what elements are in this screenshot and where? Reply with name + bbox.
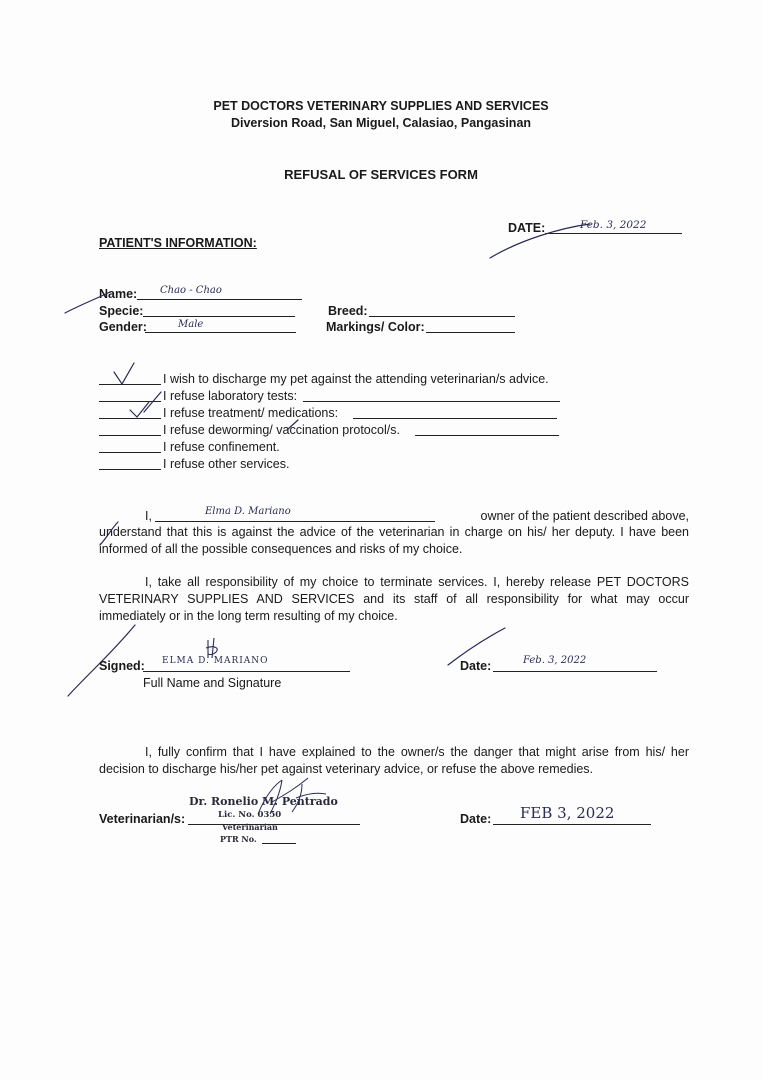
owner-statement-text: understand that this is against the advice of the veterinarian in charge on his/ her deputy. I have been informed of all the possible consequences and risks of my choice. <box>99 525 689 556</box>
responsibility-text: I, take all responsibility of my choice to terminate services. I, hereby release PET DOCTORS VETERINARY SUPPLIES AND SERVICES and its staff of all responsibility for what may occur immediately or in the long term resulting of my choice. <box>99 575 689 623</box>
date-label: DATE: <box>508 221 546 235</box>
vet-signature-mark <box>252 774 332 820</box>
veterinarian-label: Veterinarian/s: <box>99 812 186 826</box>
owner-line1-suffix: owner of the patient described above, <box>480 509 689 523</box>
vet-statement-text: I, fully confirm that I have explained to the owner/s the danger that might arise from his/ her decision to discharge his/her pet against veterinary advice, or refuse the above remedies. <box>99 745 689 776</box>
gender-value[interactable]: Male <box>178 319 204 330</box>
date-value[interactable]: Feb. 3, 2022 <box>580 219 647 231</box>
signed-label: Signed: <box>99 659 145 673</box>
company-address: Diversion Road, San Miguel, Calasiao, Pangasinan <box>230 116 532 130</box>
company-name: PET DOCTORS VETERINARY SUPPLIES AND SERVICES <box>213 99 549 113</box>
signed-date-label: Date: <box>460 659 492 673</box>
form-title: REFUSAL OF SERVICES FORM <box>284 167 478 182</box>
vet-date-label: Date: <box>460 812 492 826</box>
stamp-license: Lic. No. 0350 <box>218 810 282 820</box>
name-value[interactable]: Chao - Chao <box>160 285 222 296</box>
markings-label: Markings/ Color: <box>326 320 425 334</box>
option-lab-tests: I refuse laboratory tests: <box>163 389 298 403</box>
stamp-role: Veterinarian <box>222 822 278 832</box>
signature-caption: Full Name and Signature <box>143 676 282 690</box>
owner-name[interactable]: Elma D. Mariano <box>205 506 291 517</box>
checkmark-icon <box>114 363 134 384</box>
signed-date-value[interactable]: Feb. 3, 2022 <box>523 655 587 666</box>
stamp-ptr: PTR No. <box>220 834 257 844</box>
stamp-name: Dr. Ronelio M. Pentrado <box>189 795 338 808</box>
name-label: Name: <box>99 287 138 301</box>
owner-prefix: I, <box>145 509 152 523</box>
option-treatment: I refuse treatment/ medications: <box>163 406 339 420</box>
option-discharge: I wish to discharge my pet against the attending veterinarian/s advice. <box>163 372 549 386</box>
option-other: I refuse other services. <box>163 457 290 471</box>
specie-label: Specie: <box>99 304 144 318</box>
signed-name[interactable]: ELMA D. MARIANO <box>162 656 269 666</box>
patient-info-heading: PATIENT'S INFORMATION: <box>99 236 257 250</box>
breed-label: Breed: <box>328 304 368 318</box>
checkmark-icon <box>130 402 149 417</box>
vet-date-value[interactable]: FEB 3, 2022 <box>520 804 615 822</box>
option-confinement: I refuse confinement. <box>163 440 280 454</box>
gender-label: Gender: <box>99 320 147 334</box>
option-deworming: I refuse deworming/ vaccination protocol/s. <box>163 423 400 437</box>
signature-mark <box>200 636 230 662</box>
